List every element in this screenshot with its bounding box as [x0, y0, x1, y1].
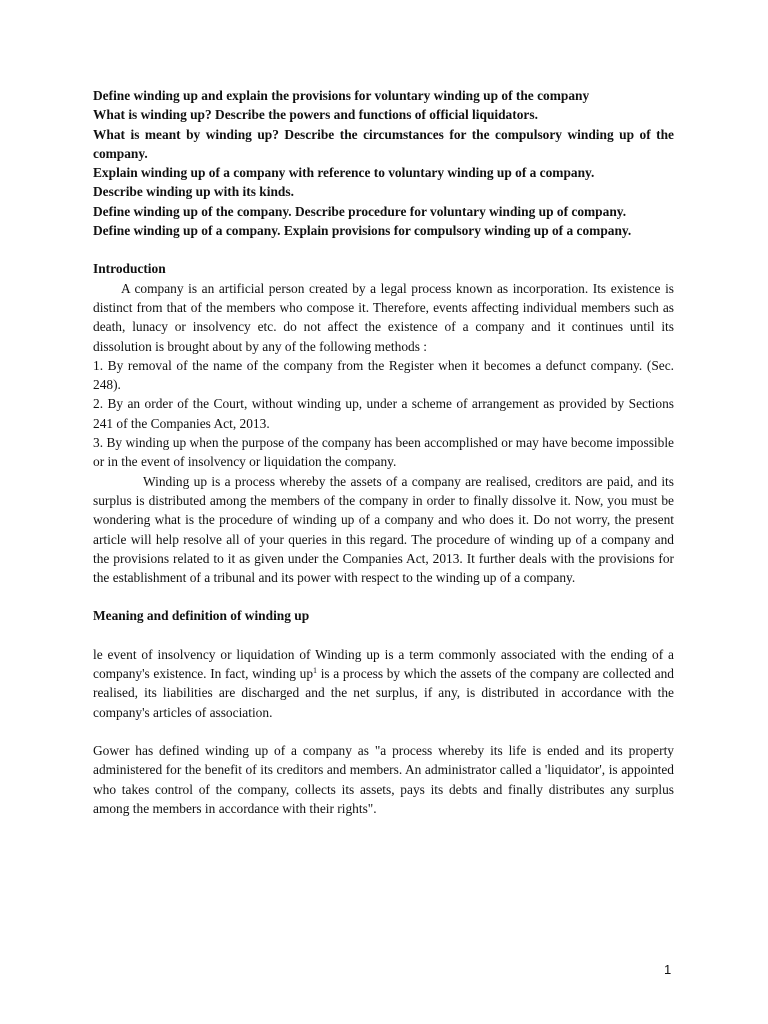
question-item: Describe winding up with its kinds.: [93, 184, 294, 200]
meaning-paragraph: [93, 645, 674, 722]
section-spacer: [93, 587, 674, 606]
method-list-item: 3. By winding up when the purpose of the company has been accomplished or may have become impossible or in the event of insolvency or liquidation the company.: [93, 435, 674, 470]
introduction-paragraph: A company is an artificial person created by a legal process known as incorporation. Its existence is distinct from that of the members who compose it. Therefore, events affecting individual members such as death, lunacy or insolvency etc. do not affect the existence of a company and it continues until its dissolution is brought about by any of the following methods :: [93, 280, 674, 354]
introduction-heading: Introduction: [93, 261, 166, 277]
question-list: [93, 86, 674, 240]
footnote-marker: 1: [313, 666, 318, 676]
winding-up-paragraph: Winding up is a process whereby the assets of a company are realised, creditors are paid, and its surplus is distributed among the members of the company in order to finally dissolve it. Now, you must be wondering what is the procedure of winding up of a company and who does it. Do not worry, the present article will help resolve all of your queries in this regard. The procedure of winding up of a company and the provisions related to it as given under the Companies Act, 2013. It further deals with the provisions for the establishment of a tribunal and its power with respect to the winding up of a company.: [93, 473, 674, 586]
question-item: What is winding up? Describe the powers and functions of official liquidators.: [93, 107, 538, 123]
meaning-heading: Meaning and definition of winding up: [93, 608, 310, 624]
meaning-text: is a process by which the assets of the company are collected and realised, its liabilities are discharged and the net surplus, if any, is distributed in accordance with the company's articles of association.: [93, 666, 675, 720]
question-item: Define winding up of a company. Explain provisions for compulsory winding up of a company.: [93, 223, 632, 239]
section-spacer: [93, 626, 674, 645]
page-number: 1: [664, 962, 672, 977]
meaning-text: le event of insolvency or liquidation of Winding up is a term commonly associated with the ending of a company's existence. In fact, winding up: [93, 646, 674, 682]
question-item: Define winding up and explain the provisions for voluntary winding up of the company: [93, 88, 590, 103]
gower-definition-paragraph: Gower has defined winding up of a company as "a process whereby its life is ended and its property administered for the benefit of its creditors and members. An administrator called a 'liquidator', is appointed who takes control of the company, collects its assets, pays its debts and finally distributes any surplus among the members in accordance with their rights".: [93, 742, 674, 816]
question-item: Explain winding up of a company with reference to voluntary winding up of a company.: [93, 165, 595, 181]
document-body: [93, 86, 674, 818]
method-list-item: 1. By removal of the name of the company from the Register when it becomes a defunct company. (Sec. 248).: [93, 357, 674, 393]
method-list-item: 2. By an order of the Court, without winding up, under a scheme of arrangement as provided by Sections 241 of the Companies Act, 2013.: [93, 396, 674, 431]
section-spacer: [93, 722, 674, 741]
question-item: Define winding up of the company. Describe procedure for voluntary winding up of company.: [93, 203, 627, 219]
question-item: What is meant by winding up? Describe the circumstances for the compulsory winding up of the company.: [93, 126, 674, 161]
